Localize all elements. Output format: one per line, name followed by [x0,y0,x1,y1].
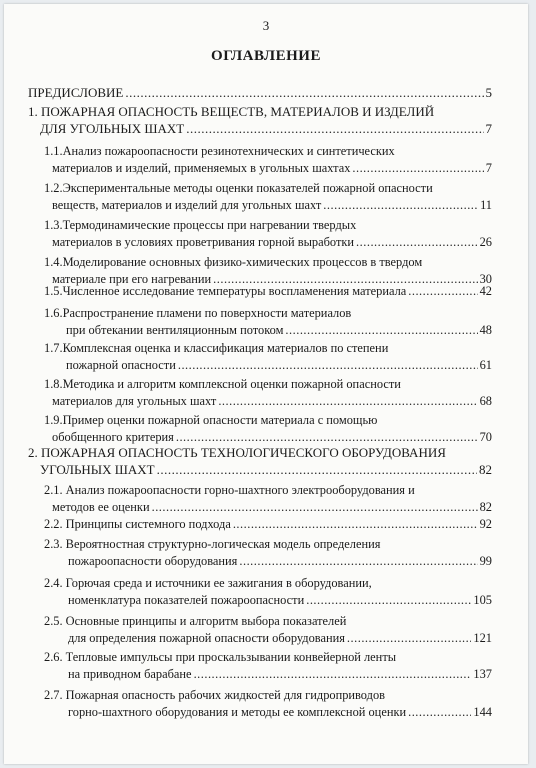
toc-page-number: 5 [485,85,492,100]
toc-entry-text: материалов в условиях проветривания горной выработки [52,235,355,249]
toc-entry-text: 1.6.Распространение пламени по поверхности материалов [44,306,352,320]
toc-entry[interactable] [44,649,492,683]
toc-entry-text: горно-шахтного оборудования и методы ее комплексной оценки [68,705,407,719]
dot-leader [239,553,477,570]
toc-entry-text: на приводном барабане [68,667,192,681]
toc-entry[interactable] [44,180,492,214]
toc-entry-text: методов ее оценки [52,500,150,514]
dot-leader [125,84,483,101]
toc-entry-text: 2.4. Горючая среда и источники ее зажигания в оборудовании, [44,576,372,590]
dot-leader [157,461,477,478]
toc-page-number: 70 [479,430,492,444]
toc-entry[interactable] [44,687,492,721]
toc-entry[interactable] [44,376,492,410]
toc-entry-text: обобщенного критерия [52,430,174,444]
toc-entry-text: 1.2.Экспериментальные методы оценки показателей пожарной опасности [44,181,433,195]
toc-page-number: 68 [479,394,492,408]
toc-title: ОГЛАВЛЕНИЕ [211,48,321,64]
toc-entry-text: 2.6. Тепловые импульсы при проскальзывании конвейерной ленты [44,650,397,664]
toc-entry-text: 2.1. Анализ пожароопасности горно-шахтного электрооборудования и [44,483,415,497]
dot-leader [194,666,472,683]
toc-page-number: 99 [479,554,492,568]
toc-entry-text: 1.3.Термодинамические процессы при нагревании твердых [44,218,357,232]
dot-leader [306,592,471,609]
toc-entry-text: материалов для угольных шахт [52,394,217,408]
toc-page-number: 30 [479,272,492,286]
toc-entry-text: 1.1.Анализ пожароопасности резинотехнических и синтетических [44,144,395,158]
toc-entry[interactable] [44,516,492,533]
toc-entry[interactable] [28,444,492,478]
toc-entry-text: 2.7. Пожарная опасность рабочих жидкостей для гидроприводов [44,688,385,702]
toc-page-number: 7 [485,121,492,136]
toc-entry-text: номенклатура показателей пожароопасности [68,593,305,607]
toc-entry-text: пожароопасности оборудования [68,554,238,568]
dot-leader [178,357,478,374]
toc-page-number: 48 [479,323,492,337]
toc-entry-text: 2.3. Вероятностная структурно-логическая модель определения [44,537,381,551]
toc-entry-text: для определения пожарной опасности оборудования [68,631,345,645]
toc-entry-text: 1.8.Методика и алгоритм комплексной оценки пожарной опасности [44,377,401,391]
toc-entry[interactable] [44,536,492,570]
document-page [4,4,528,764]
toc-entry-text: ДЛЯ УГОЛЬНЫХ ШАХТ [40,121,185,136]
toc-entry-text: веществ, материалов и изделий для угольных шахт [52,198,322,212]
toc-page-number: 92 [479,517,492,531]
toc-entry[interactable] [44,305,492,339]
toc-entry-text: материалов и изделий, применяемых в угольных шахтах [52,161,351,175]
toc-entry[interactable] [44,340,492,374]
toc-page-number: 144 [473,705,492,719]
toc-entry-text: ПРЕДИСЛОВИЕ [28,85,124,100]
toc-entry[interactable] [28,103,492,137]
toc-page-number: 137 [473,667,492,681]
dot-leader [186,120,483,137]
toc-page-number: 121 [473,631,492,645]
toc-page-number: 42 [479,284,492,298]
toc-entry[interactable] [44,217,492,251]
dot-leader [323,197,478,214]
toc-page-number: 105 [473,593,492,607]
toc-entry-text: 2.2. Принципы системного подхода [44,517,231,531]
toc-entry[interactable] [44,412,492,446]
toc-entry[interactable] [28,84,492,101]
toc-entry-text: 2. ПОЖАРНАЯ ОПАСНОСТЬ ТЕХНОЛОГИЧЕСКОГО ОБОРУДОВАНИЯ [28,445,446,460]
toc-entry-text: пожарной опасности [66,358,176,372]
toc-entry[interactable] [44,143,492,177]
dot-leader [347,630,471,647]
toc-entry[interactable] [44,482,492,516]
toc-entry-text: 1. ПОЖАРНАЯ ОПАСНОСТЬ ВЕЩЕСТВ, МАТЕРИАЛОВ И ИЗДЕЛИЙ [28,104,435,119]
toc-entry-text: УГОЛЬНЫХ ШАХТ [40,462,155,477]
toc-entry[interactable] [44,283,492,300]
toc-entry-text: 1.4.Моделирование основных физико-химических процессов в твердом [44,255,423,269]
toc-entry-text: 2.5. Основные принципы и алгоритм выбора показателей [44,614,347,628]
toc-page-number: 11 [480,198,492,212]
page-number: 3 [262,18,270,33]
dot-leader [408,704,471,721]
dot-leader [218,393,477,410]
dot-leader [408,283,477,300]
toc-entry-text: 1.5.Численное исследование температуры воспламенения материала [44,284,407,298]
toc-entry-text: 1.9.Пример оценки пожарной опасности материала с помощью [44,413,378,427]
dot-leader [352,160,483,177]
toc-page-number: 82 [479,462,492,477]
toc-page-number: 7 [485,161,492,175]
toc-entry-text: 1.7.Комплексная оценка и классификация материалов по степени [44,341,389,355]
dot-leader [356,234,478,251]
toc-entry[interactable] [44,575,492,609]
dot-leader [233,516,478,533]
table-of-contents [4,4,528,764]
toc-entry[interactable] [44,613,492,647]
dot-leader [152,499,478,516]
toc-page-number: 61 [479,358,492,372]
toc-entry-text: материале при его нагревании [52,272,212,286]
toc-page-number: 26 [479,235,492,249]
toc-entry-text: при обтекании вентиляционным потоком [66,323,284,337]
dot-leader [285,322,477,339]
toc-page-number: 82 [479,500,492,514]
